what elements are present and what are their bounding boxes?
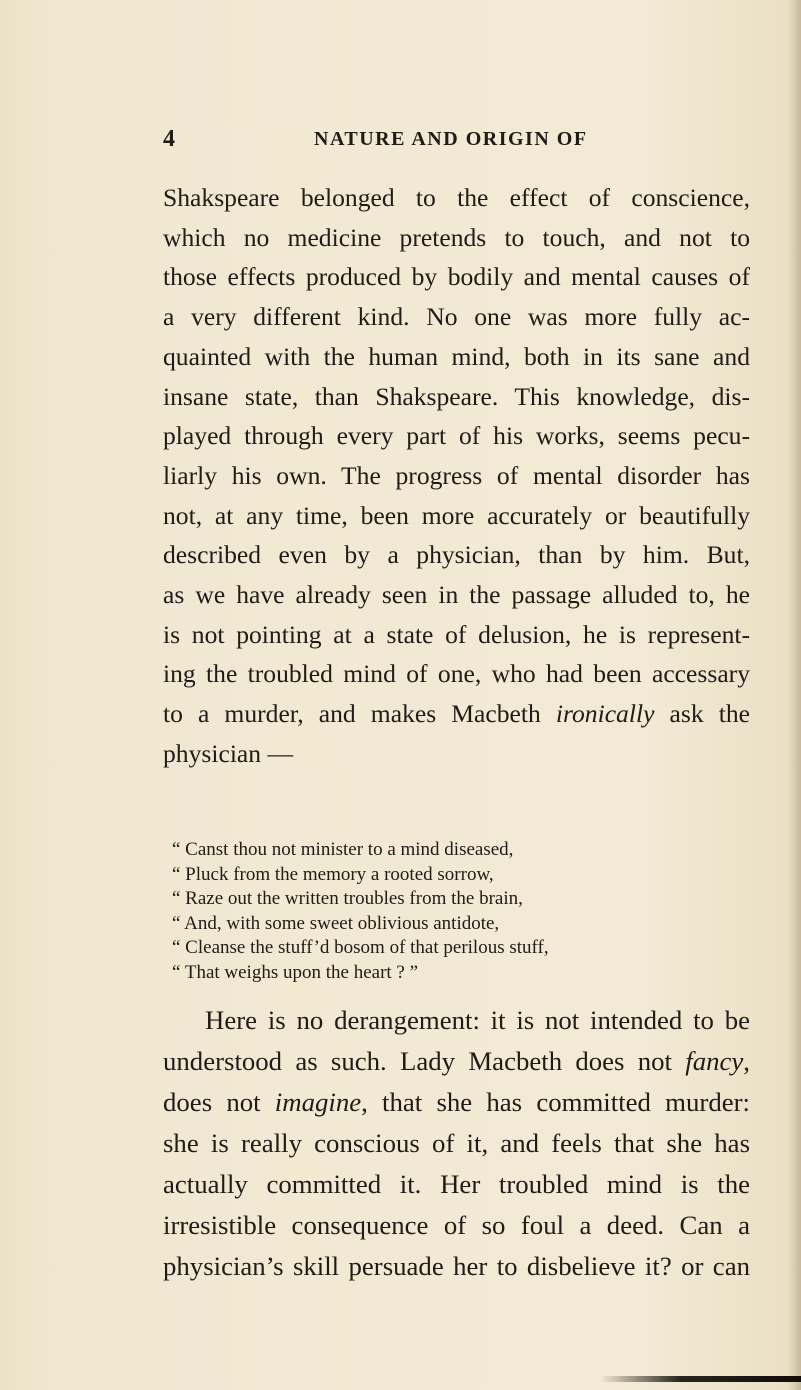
quote-line: “ Pluck from the memory a rooted sorrow, — [172, 863, 494, 885]
text-line: physician — — [163, 738, 294, 768]
text-line: physician’s skill persuade her to disbelieve it? or can — [163, 1251, 750, 1281]
quote-line: “ Cleanse the stuff’d bosom of that perilous stuff, — [172, 937, 549, 959]
page-edge-shadow — [787, 0, 801, 1390]
text-line: irresistible consequence of so foul a deed. Can a — [163, 1210, 750, 1240]
block-quote — [172, 838, 692, 986]
quote-line: “ That weighs upon the heart ? ” — [172, 961, 419, 983]
text-line: not, at any time, been more accurately or beautifully — [163, 500, 750, 530]
text-line: actually committed it. Her troubled mind is the — [163, 1169, 750, 1199]
italic-text: ironically — [555, 699, 655, 729]
text-run: ask the — [654, 699, 750, 729]
paragraph-1 — [163, 178, 750, 774]
text-line: which no medicine pretends to touch, and not to — [163, 222, 750, 252]
italic-text: imagine — [274, 1087, 362, 1117]
quote-line: “ And, with some sweet oblivious antidote, — [172, 912, 500, 934]
text-line: as we have already seen in the passage alluded to, he — [163, 580, 750, 610]
text-line: ing the troubled mind of one, who had been accessary — [163, 659, 750, 689]
quote-line: “ Raze out the written troubles from the brain, — [172, 888, 523, 910]
text-line: Shakspeare belonged to the effect of conscience, — [163, 183, 750, 212]
running-head: NATURE AND ORIGIN OF — [314, 128, 588, 150]
text-run: does not — [163, 1087, 275, 1117]
page-header — [0, 126, 801, 166]
text-run: understood as such. Lady Macbeth does not — [163, 1046, 686, 1076]
text-line — [163, 1082, 750, 1123]
text-line: she is really conscious of it, and feels that she has — [163, 1128, 750, 1158]
italic-text: fancy — [685, 1046, 744, 1076]
text-run: , — [743, 1046, 750, 1076]
text-line — [163, 694, 750, 734]
text-line: played through every part of his works, seems pecu- — [163, 421, 750, 451]
text-line: those effects produced by bodily and mental causes of — [163, 262, 750, 292]
text-line — [163, 1041, 750, 1082]
text-line: quainted with the human mind, both in its sane and — [163, 341, 750, 371]
text-run: to a murder, and makes Macbeth — [163, 699, 556, 729]
text-line: a very different kind. No one was more fully ac- — [163, 302, 750, 332]
quote-line: “ Canst thou not minister to a mind diseased, — [172, 839, 514, 860]
text-line: described even by a physician, than by him. But, — [163, 540, 750, 570]
text-line: liarly his own. The progress of mental disorder has — [163, 460, 750, 490]
text-line: insane state, than Shakspeare. This knowledge, dis- — [163, 381, 750, 411]
text-line: is not pointing at a state of delusion, he is represent- — [163, 619, 750, 649]
text-run: , that she has committed murder: — [361, 1087, 750, 1117]
paragraph-2 — [163, 1000, 750, 1287]
text-line: Here is no derangement: it is not intended to be — [205, 1005, 750, 1035]
page-number: 4 — [163, 126, 176, 152]
bottom-edge-shadow — [600, 1376, 801, 1382]
